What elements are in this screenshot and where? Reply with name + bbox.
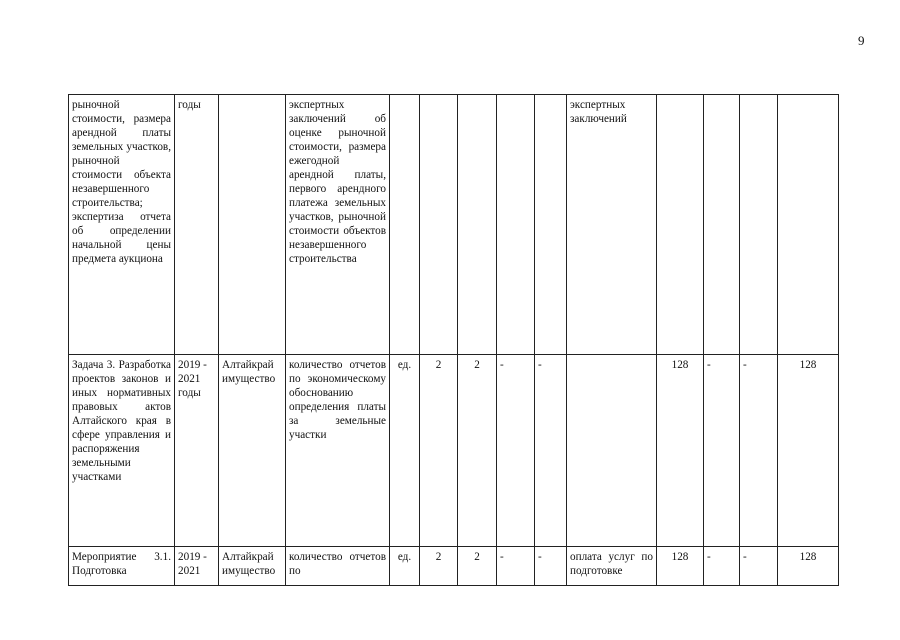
amount-cell: - bbox=[704, 355, 740, 547]
value-cell: 2 bbox=[458, 355, 497, 547]
page-number: 9 bbox=[858, 33, 865, 48]
expense-direction-cell: оплата услуг по подготовке bbox=[567, 547, 657, 586]
value-cell bbox=[420, 95, 458, 355]
indicator-cell: экспертных заключений об оценке рыночной стоимости, размера ежегодной арендной платы, первого арендного платежа земельных участков, рыночной стоимости объектов незавершенного строительства bbox=[286, 95, 390, 355]
total-cell: 128 bbox=[778, 355, 839, 547]
value-cell: 2 bbox=[420, 355, 458, 547]
expense-direction-cell bbox=[567, 355, 657, 547]
amount-cell bbox=[657, 95, 704, 355]
executor-cell bbox=[219, 95, 286, 355]
period-cell: 2019 - 2021 годы bbox=[175, 355, 219, 547]
table-row bbox=[69, 547, 839, 586]
event-name-cell: Задача 3. Разработка проектов законов и иных нормативных правовых актов Алтайского края в сфере управления и распоряжения земельными участками bbox=[69, 355, 175, 547]
unit-cell bbox=[390, 95, 420, 355]
executor-cell: Алтайкрай имущество bbox=[219, 355, 286, 547]
value-cell bbox=[497, 95, 535, 355]
amount-cell bbox=[704, 95, 740, 355]
value-cell: - bbox=[535, 355, 567, 547]
table-row bbox=[69, 95, 839, 355]
amount-cell bbox=[740, 95, 778, 355]
value-cell: 2 bbox=[420, 547, 458, 586]
indicator-cell: количество отчетов по экономическому обоснованию определения платы за земельные участки bbox=[286, 355, 390, 547]
program-table bbox=[68, 94, 839, 586]
value-cell: - bbox=[497, 547, 535, 586]
unit-cell: ед. bbox=[390, 547, 420, 586]
amount-cell: 128 bbox=[657, 547, 704, 586]
executor-cell: Алтайкрай имущество bbox=[219, 547, 286, 586]
value-cell: - bbox=[497, 355, 535, 547]
table-row bbox=[69, 355, 839, 547]
value-cell: - bbox=[535, 547, 567, 586]
amount-cell: - bbox=[704, 547, 740, 586]
unit-cell: ед. bbox=[390, 355, 420, 547]
value-cell: 2 bbox=[458, 547, 497, 586]
indicator-cell: количество отчетов по bbox=[286, 547, 390, 586]
total-cell bbox=[778, 95, 839, 355]
amount-cell: - bbox=[740, 355, 778, 547]
expense-direction-cell: экспертных заключений bbox=[567, 95, 657, 355]
value-cell bbox=[458, 95, 497, 355]
event-name-cell: рыночной стоимости, размера арендной платы земельных участков, рыночной стоимости объекта незавершенного строительства; экспертиза отчета об определении начальной цены предмета аукциона bbox=[69, 95, 175, 355]
amount-cell: - bbox=[740, 547, 778, 586]
event-name-cell: Мероприятие 3.1. Подготовка bbox=[69, 547, 175, 586]
period-cell: годы bbox=[175, 95, 219, 355]
total-cell: 128 bbox=[778, 547, 839, 586]
value-cell bbox=[535, 95, 567, 355]
amount-cell: 128 bbox=[657, 355, 704, 547]
period-cell: 2019 - 2021 bbox=[175, 547, 219, 586]
